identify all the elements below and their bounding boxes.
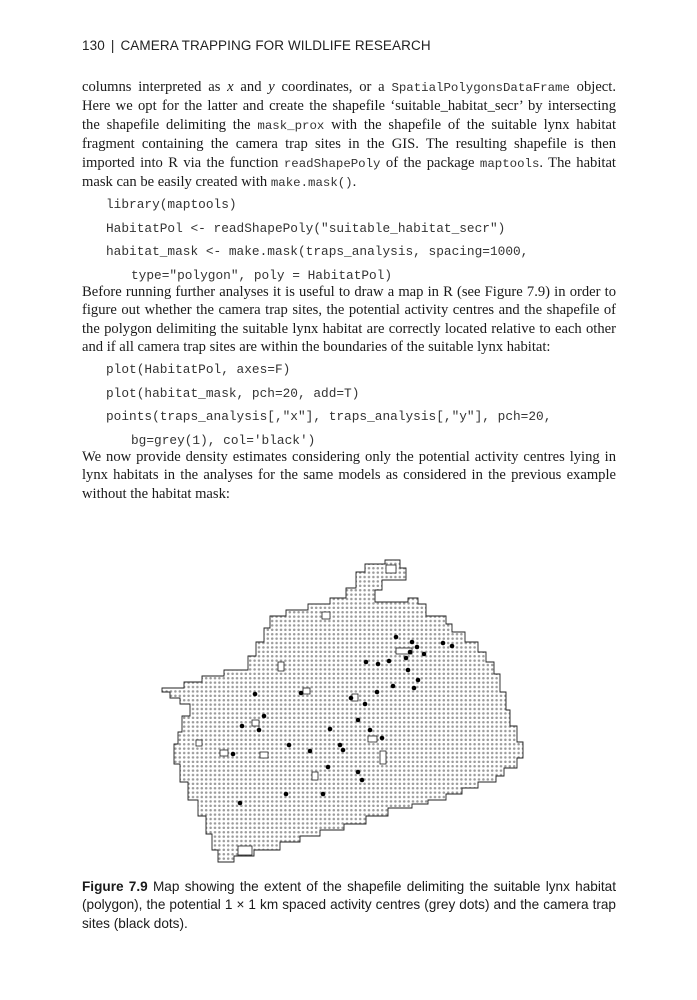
camera-trap-dot bbox=[284, 792, 289, 797]
camera-trap-dot bbox=[299, 691, 304, 696]
polygon-hole bbox=[252, 720, 259, 726]
code-line: HabitatPol <- readShapePoly("suitable_habitat_secr") bbox=[106, 220, 506, 236]
camera-trap-dot bbox=[391, 684, 396, 689]
camera-trap-dot bbox=[416, 678, 421, 683]
camera-trap-dot bbox=[364, 660, 369, 665]
camera-trap-dot bbox=[240, 724, 245, 729]
camera-trap-dot bbox=[441, 641, 446, 646]
camera-trap-dot bbox=[231, 752, 236, 757]
polygon-hole bbox=[260, 752, 268, 758]
camera-trap-dot bbox=[387, 659, 392, 664]
running-header bbox=[82, 38, 431, 53]
camera-trap-dot bbox=[375, 690, 380, 695]
polygon-hole bbox=[238, 846, 252, 855]
camera-trap-dot bbox=[450, 644, 455, 649]
camera-trap-dot bbox=[356, 770, 361, 775]
camera-trap-dot bbox=[360, 778, 365, 783]
y-variable: y bbox=[268, 79, 275, 95]
camera-trap-dot bbox=[376, 662, 381, 667]
code-line: points(traps_analysis[,"x"], traps_analysis[,"y"], pch=20, bbox=[106, 409, 552, 424]
camera-trap-dot bbox=[415, 645, 420, 650]
inline-code: readShapePoly bbox=[283, 156, 381, 171]
header-separator: | bbox=[110, 38, 115, 53]
polygon-hole bbox=[220, 750, 228, 756]
figure-label: Figure 7.9 bbox=[82, 879, 148, 894]
running-title: CAMERA TRAPPING FOR WILDLIFE RESEARCH bbox=[120, 38, 431, 53]
polygon-hole bbox=[278, 662, 284, 671]
camera-trap-dot bbox=[262, 714, 267, 719]
camera-trap-dot bbox=[341, 748, 346, 753]
caption-text: Map showing the extent of the shapefile delimiting the suitable lynx habitat (polygon), the potential 1 × 1 km spaced activity centres (grey dots) and the camera trap sites (black dots). bbox=[82, 879, 616, 931]
code-line: habitat_mask <- make.mask(traps_analysis, spacing=1000, bbox=[106, 244, 529, 259]
camera-trap-dot bbox=[238, 801, 243, 806]
code-line: bg=grey(1), col='black') bbox=[131, 432, 316, 448]
camera-trap-dot bbox=[380, 736, 385, 741]
figure-caption bbox=[82, 878, 616, 933]
x-variable: x bbox=[227, 79, 234, 95]
camera-trap-dot bbox=[410, 640, 415, 645]
code-block-1 bbox=[106, 193, 528, 287]
paragraph-2: Before running further analyses it is useful to draw a map in R (see Figure 7.9) in order to figure out whether the camera trap sites, the potential activity centres and the shapefile of the polygon delimiting the suitable lynx habitat are correctly located relative to each other and if all camera trap sites are within the boundaries of the suitable lynx habitat: bbox=[82, 284, 616, 356]
camera-trap-dot bbox=[404, 656, 409, 661]
inline-code: mask_prox bbox=[257, 118, 325, 133]
camera-trap-dot bbox=[338, 743, 343, 748]
paragraph-1: columns interpreted as x and y coordinates, or a SpatialPolygonsDataFrame object. Here we opt for the latter and create the shapefile ‘suitable_habitat_secr’ by intersecting the shapefile delimiting the mask_prox with the shapefile of the suitable lynx habitat fragment containing the camera trap sites in the GIS. The resulting shapefile is then imported into R via the function readShapePoly of the package maptools. The habitat mask can be easily created with make.mask(). bbox=[82, 79, 617, 191]
camera-trap-dot bbox=[363, 702, 368, 707]
inline-code: maptools bbox=[479, 156, 540, 171]
code-line: plot(HabitatPol, axes=F) bbox=[106, 362, 291, 377]
polygon-hole bbox=[368, 736, 377, 742]
polygon-hole bbox=[380, 751, 386, 764]
page-number: 130 bbox=[82, 38, 105, 53]
camera-trap-dot bbox=[287, 743, 292, 748]
camera-trap-dot bbox=[308, 749, 313, 754]
code-line: plot(habitat_mask, pch=20, add=T) bbox=[106, 385, 360, 401]
polygon-hole bbox=[196, 740, 202, 746]
habitat-polygon bbox=[162, 560, 523, 862]
polygon-hole bbox=[303, 688, 310, 694]
camera-trap-dot bbox=[326, 765, 331, 770]
camera-trap-dot bbox=[328, 727, 333, 732]
camera-trap-dot bbox=[412, 686, 417, 691]
camera-trap-dot bbox=[368, 728, 373, 733]
paragraph-3: We now provide density estimates considering only the potential activity centres lying in lynx habitats in the analyses for the same models as considered in the previous example without the habitat mask: bbox=[82, 449, 616, 502]
camera-trap-dot bbox=[349, 696, 354, 701]
camera-trap-dot bbox=[321, 792, 326, 797]
inline-code: make.mask() bbox=[270, 176, 353, 191]
inline-code: SpatialPolygonsDataFrame bbox=[391, 81, 570, 95]
polygon-hole bbox=[386, 565, 396, 573]
polygon-hole bbox=[312, 772, 318, 780]
code-line: library(maptools) bbox=[106, 197, 237, 212]
camera-trap-dot bbox=[356, 718, 361, 723]
code-line: type="polygon", poly = HabitatPol) bbox=[131, 267, 393, 283]
camera-trap-dot bbox=[422, 652, 427, 657]
camera-trap-dot bbox=[257, 728, 262, 733]
code-block-2 bbox=[106, 358, 551, 452]
polygon-hole bbox=[322, 612, 330, 619]
camera-trap-dot bbox=[394, 635, 399, 640]
camera-trap-dot bbox=[408, 650, 413, 655]
camera-trap-dot bbox=[253, 692, 258, 697]
camera-trap-dot bbox=[406, 668, 411, 673]
habitat-mask-map bbox=[160, 544, 540, 864]
